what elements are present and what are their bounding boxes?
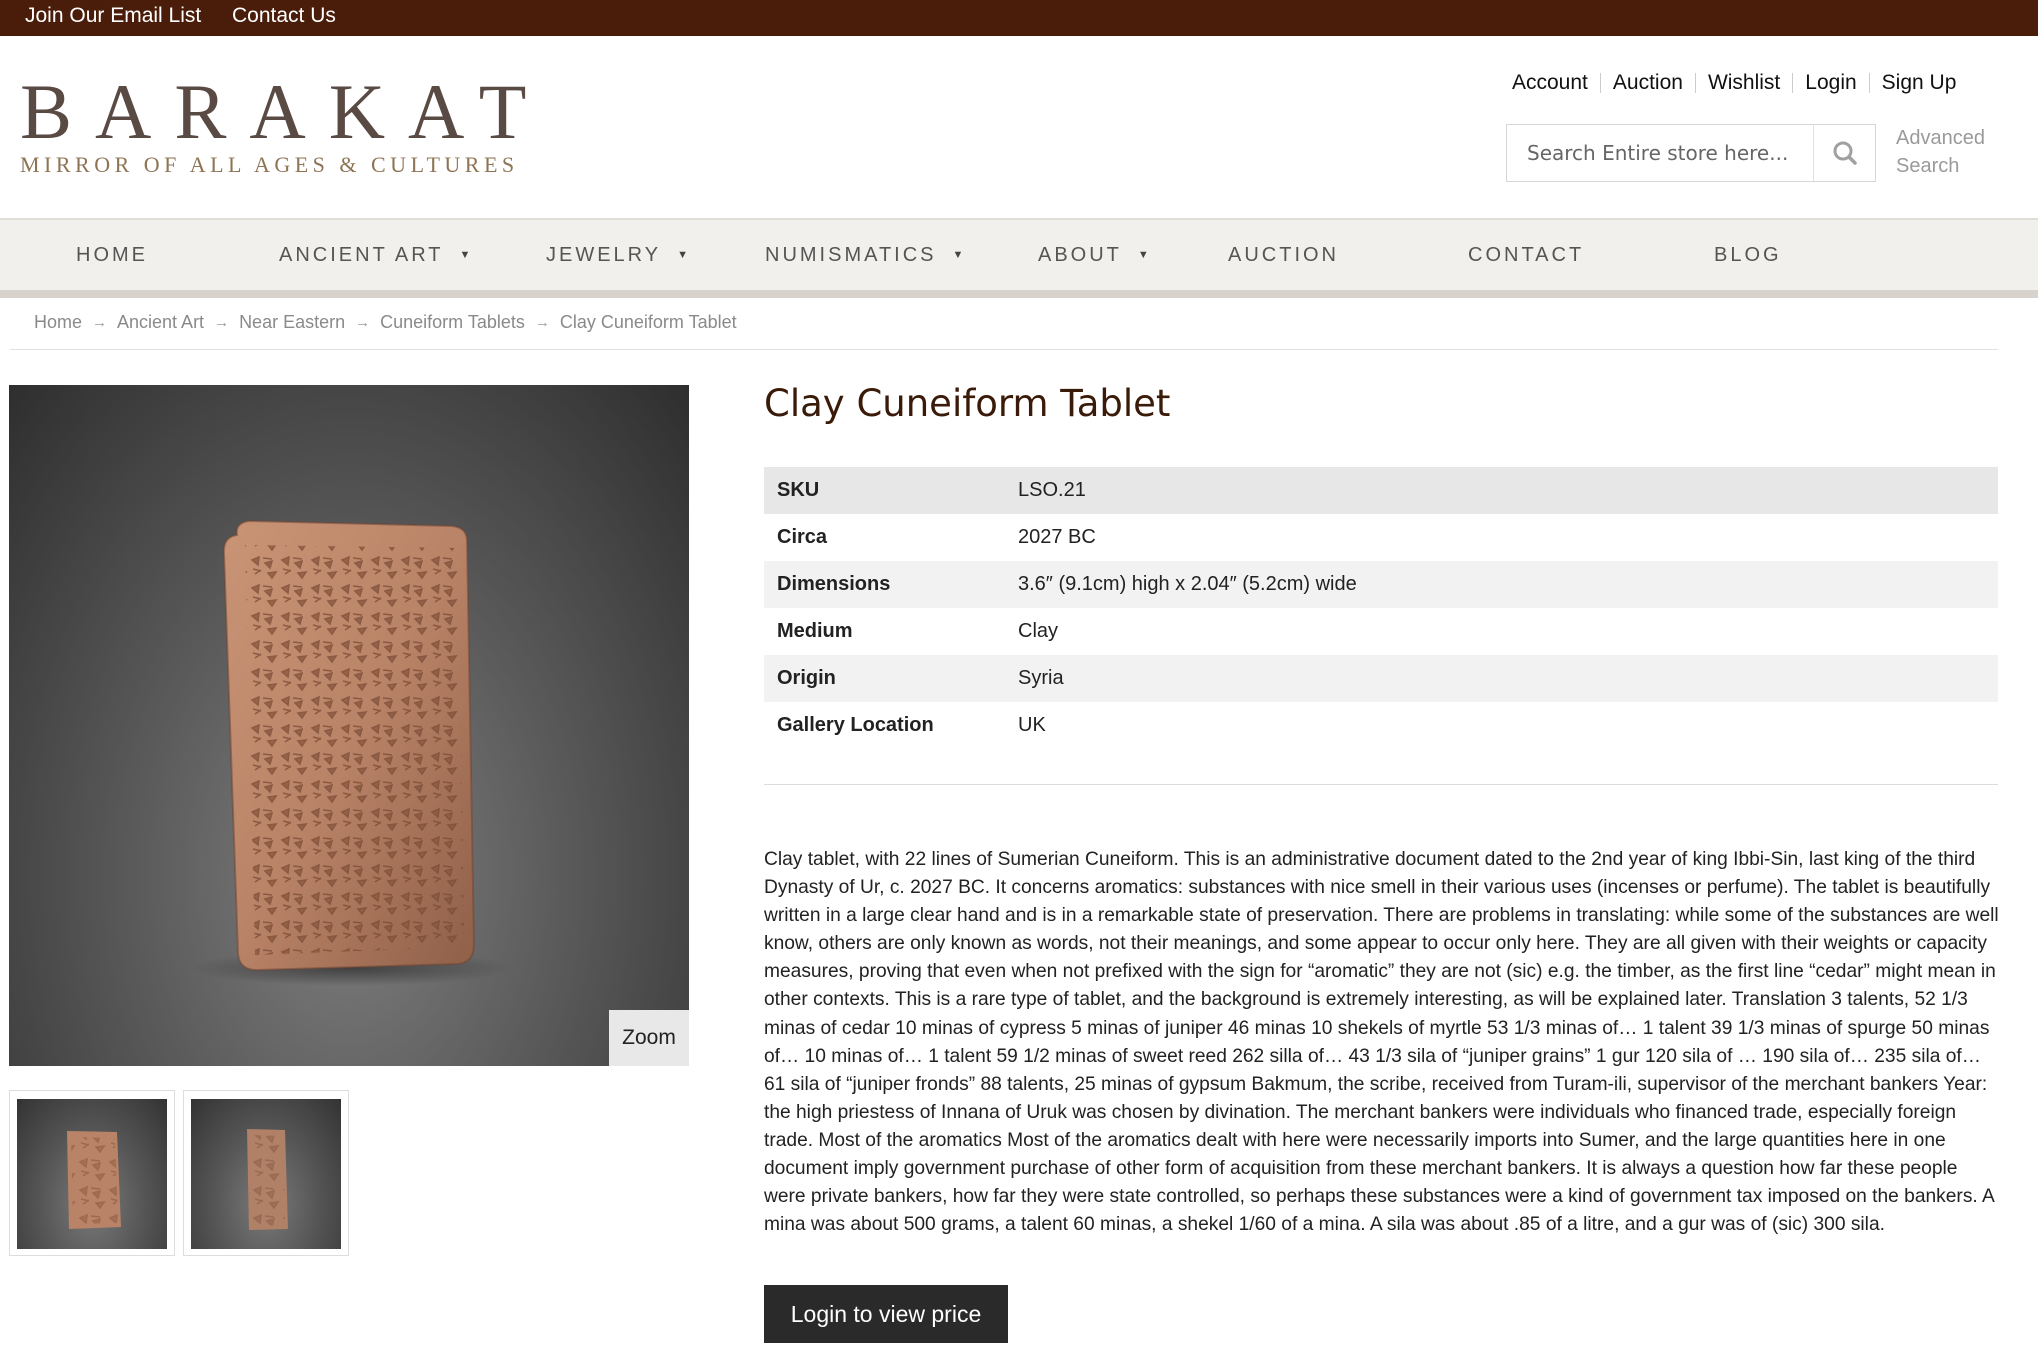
thumbnail-1[interactable] bbox=[9, 1090, 175, 1256]
search-box bbox=[1506, 124, 1876, 182]
chevron-down-icon: ▼ bbox=[952, 249, 964, 261]
thumbnail-1-image bbox=[17, 1099, 167, 1249]
thumbnail-2-image bbox=[191, 1099, 341, 1249]
separator bbox=[1600, 73, 1601, 93]
nav-about[interactable] bbox=[1038, 220, 1149, 290]
breadcrumb-current: Clay Cuneiform Tablet bbox=[559, 312, 737, 332]
nav-contact-label: CONTACT bbox=[1468, 243, 1585, 266]
search-button[interactable] bbox=[1814, 125, 1876, 181]
spec-value: LSO.21 bbox=[1018, 479, 1086, 501]
breadcrumb-cuneiform-tablets[interactable]: Cuneiform Tablets bbox=[380, 312, 525, 332]
sign-up-link[interactable]: Sign Up bbox=[1881, 71, 1957, 94]
spec-label: Medium bbox=[777, 620, 853, 642]
join-email-list-link[interactable]: Join Our Email List bbox=[25, 4, 202, 27]
separator bbox=[1695, 73, 1696, 93]
nav-blog-label: BLOG bbox=[1714, 243, 1782, 266]
nav-jewelry[interactable] bbox=[546, 220, 688, 290]
arrow-right-icon: → bbox=[92, 314, 108, 331]
arrow-right-icon: → bbox=[214, 314, 230, 331]
product-description: Clay tablet, with 22 lines of Sumerian Cuneiform. This is an administrative document dated to the 2nd year of king Ibbi-Sin, last king of the third Dynasty of Ur, c. 2027 BC. It concerns aromatics: substances with nice smell in their various uses (incenses or perfume). The tablet is beautifully written in a large clear hand and is in a remarkable state of preservation. There are problems in translating: while some of the substances are well know, others are only known as words, not their meanings, and some appear to occur only here. They are all given with their weights or capacity measures, proving that even when not prefixed with the sign for “aromatic” they are not (sic) e.g. the timber, as the first line “cedar” might mean in other contexts. This is a rare type of tablet, and the background is extremely interesting, as will be explained later. Translation 3 talents, 52 1/3 minas of cedar 10 minas of cypress 5 minas of juniper 46 minas 10 shekels of myrtle 53 1/3 minas of… 1 talent 39 1/3 minas of spurge 50 minas of… 10 minas of… 1 talent 59 1/2 minas of sweet reed 262 silla of… 43 1/3 sila of “juniper grains” 1 gur 120 sila of … 190 sila of… 235 sila of… 61 sila of “juniper fronds” 88 talents, 25 minas of gypsum Bakmum, the scribe, received from Turam-ili, supervisor of the merchant bankers Year: the high priestess of Innana of Uruk was chosen by divination. The merchant bankers were individuals who financed trade, especially foreign trade. Most of the aromatics Most of the aromatics dealt with here were necessarily imports into Sumer, and the large quantities here in one document imply government purchase of other form of acquisition from these merchant bankers. It is always a question how far these people were private bankers, how far they were state controlled, so perhaps these substances were a kind of government tax imposed on the bankers. A mina was about 500 grams, a talent 60 minas, a shekel 1/60 of a mina. A sila was about .85 of a litre, and a gur was of (sic) 300 sila. bbox=[764, 849, 1999, 1236]
nav-blog[interactable] bbox=[1714, 220, 1782, 290]
spec-label: Dimensions bbox=[777, 573, 891, 595]
login-to-view-price-button[interactable]: Login to view price bbox=[764, 1285, 1008, 1343]
nav-auction-label: AUCTION bbox=[1228, 243, 1339, 266]
arrow-right-icon: → bbox=[534, 314, 550, 331]
nav-auction[interactable] bbox=[1228, 220, 1339, 290]
spec-value: 3.6″ (9.1cm) high x 2.04″ (5.2cm) wide bbox=[1018, 573, 1357, 595]
product-title: Clay Cuneiform Tablet bbox=[764, 382, 1171, 425]
chevron-down-icon: ▼ bbox=[459, 249, 471, 261]
product-specs-table bbox=[764, 467, 1998, 749]
specs-divider bbox=[764, 784, 1998, 785]
spec-label: Gallery Location bbox=[777, 714, 934, 736]
spec-value: Clay bbox=[1018, 620, 1059, 642]
spec-row-circa bbox=[764, 514, 1998, 561]
separator bbox=[1792, 73, 1793, 93]
breadcrumb-near-eastern[interactable]: Near Eastern bbox=[239, 312, 346, 332]
spec-value: UK bbox=[1018, 714, 1046, 736]
auction-link[interactable]: Auction bbox=[1612, 71, 1683, 94]
search-input[interactable] bbox=[1507, 125, 1812, 181]
account-link[interactable]: Account bbox=[1512, 71, 1588, 94]
top-bar bbox=[0, 0, 2038, 36]
nav-bottom-border bbox=[0, 290, 2038, 298]
main-nav bbox=[0, 218, 2038, 290]
search-icon bbox=[1814, 125, 1876, 181]
nav-home[interactable] bbox=[76, 220, 148, 290]
spec-row-gallery-location bbox=[764, 702, 1998, 749]
breadcrumb bbox=[34, 312, 737, 333]
chevron-down-icon: ▼ bbox=[677, 249, 688, 261]
spec-row-medium bbox=[764, 608, 1998, 655]
nav-ancient-art[interactable] bbox=[279, 220, 470, 290]
chevron-down-icon: ▼ bbox=[1137, 249, 1149, 261]
breadcrumb-ancient-art[interactable]: Ancient Art bbox=[117, 312, 205, 332]
spec-row-sku bbox=[764, 467, 1998, 514]
separator bbox=[1869, 73, 1870, 93]
nav-ancient-art-label: ANCIENT ART bbox=[279, 243, 444, 266]
arrow-right-icon: → bbox=[355, 314, 371, 331]
logo-wordmark: BARAKAT bbox=[20, 68, 550, 155]
nav-numismatics[interactable] bbox=[765, 220, 963, 290]
spec-value: 2027 BC bbox=[1018, 526, 1096, 548]
zoom-button[interactable]: Zoom bbox=[609, 1010, 689, 1066]
wishlist-link[interactable]: Wishlist bbox=[1707, 71, 1781, 94]
product-main-image[interactable] bbox=[9, 385, 689, 1066]
contact-us-link[interactable]: Contact Us bbox=[232, 4, 336, 27]
nav-home-label: HOME bbox=[76, 243, 148, 266]
nav-jewelry-label: JEWELRY bbox=[546, 243, 662, 266]
nav-about-label: ABOUT bbox=[1038, 243, 1122, 266]
thumbnail-2[interactable] bbox=[183, 1090, 349, 1256]
advanced-search-line2: Search bbox=[1896, 155, 1960, 177]
breadcrumb-home[interactable]: Home bbox=[34, 312, 83, 332]
advanced-search-link[interactable] bbox=[1896, 124, 1985, 180]
account-links bbox=[1512, 68, 1956, 98]
login-link[interactable]: Login bbox=[1805, 71, 1857, 94]
spec-row-origin bbox=[764, 655, 1998, 702]
cuneiform-tablet-image bbox=[9, 385, 689, 1066]
logo-tagline: MIRROR OF ALL AGES & CULTURES bbox=[20, 152, 519, 177]
spec-label: Origin bbox=[777, 667, 836, 689]
spec-label: SKU bbox=[777, 479, 820, 501]
spec-row-dimensions bbox=[764, 561, 1998, 608]
spec-label: Circa bbox=[777, 526, 828, 548]
nav-contact[interactable] bbox=[1468, 220, 1584, 290]
breadcrumb-divider bbox=[10, 349, 1998, 350]
spec-value: Syria bbox=[1018, 667, 1064, 689]
advanced-search-line1: Advanced bbox=[1896, 127, 1985, 149]
site-logo[interactable] bbox=[20, 68, 550, 182]
nav-numismatics-label: NUMISMATICS bbox=[765, 243, 937, 266]
